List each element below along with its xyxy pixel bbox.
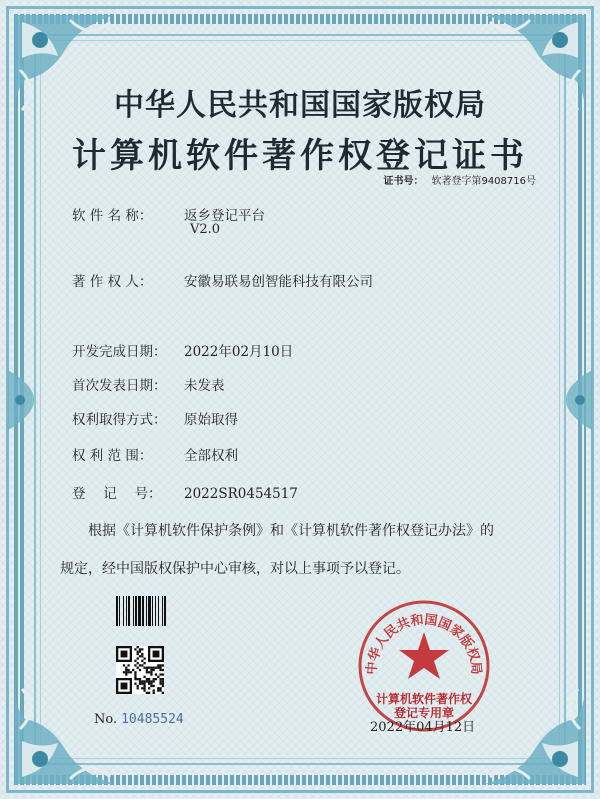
serial-number — [94, 712, 184, 727]
issuing-organization: 中华人民共和国国家版权局 — [114, 88, 486, 123]
seal-line-2: 登记专用章 — [393, 706, 454, 720]
copyright-owner-label: 著 作 权 人： — [72, 274, 153, 290]
statement-line-1: 根据《计算机软件保护条例》和《计算机软件著作权登记办法》的 — [88, 523, 494, 539]
software-name-label: 软 件 名 称： — [72, 208, 153, 224]
software-name-value: 返乡登记平台 — [184, 208, 265, 224]
field-scope — [72, 444, 238, 464]
corner-ornament-icon — [480, 679, 590, 789]
barcode-icon — [116, 596, 180, 626]
first-publication-value: 未发表 — [184, 378, 225, 394]
certificate-number — [383, 172, 536, 187]
scope-label: 权 利 范 围： — [72, 448, 153, 464]
side-ornament-icon — [560, 370, 596, 430]
field-completion-date — [72, 340, 293, 360]
completion-date-label: 开发完成日期： — [72, 344, 167, 360]
issue-date: 2022年04月12日 — [370, 720, 476, 735]
field-software-name — [72, 204, 265, 224]
field-first-publication — [72, 374, 225, 394]
corner-ornament-icon — [10, 679, 120, 789]
qr-code-icon — [116, 646, 164, 694]
completion-date-value: 2022年02月10日 — [184, 344, 294, 360]
acquisition-label: 权利取得方式： — [72, 412, 167, 428]
statement-line-2: 规定，经中国版权保护中心审核，对以上事项予以登记。 — [60, 561, 410, 577]
acquisition-value: 原始取得 — [184, 412, 238, 428]
serial-number-label: No. — [94, 712, 118, 727]
copyright-owner-value: 安徽易联易创智能科技有限公司 — [184, 274, 373, 290]
scope-value: 全部权利 — [184, 448, 238, 464]
certificate-number-label: 证书号： — [383, 176, 424, 187]
field-copyright-owner — [72, 270, 373, 290]
side-ornament-icon — [4, 370, 40, 430]
serial-number-value: 10485524 — [121, 712, 184, 727]
seal-arc-text: 中华人民共和国国家版权局 — [364, 612, 484, 676]
registration-value: 2022SR0454517 — [184, 486, 298, 502]
registration-label: 登 记 号： — [72, 486, 162, 502]
certificate-number-value: 软著登字第9408716号 — [431, 176, 536, 187]
certificate-title: 计算机软件著作权登记证书 — [72, 136, 528, 176]
software-version: V2.0 — [190, 222, 221, 237]
first-publication-label: 首次发表日期： — [72, 378, 167, 394]
seal-line-1: 计算机软件著作权 — [375, 692, 472, 706]
field-acquisition — [72, 408, 238, 428]
field-registration-number — [72, 482, 298, 502]
